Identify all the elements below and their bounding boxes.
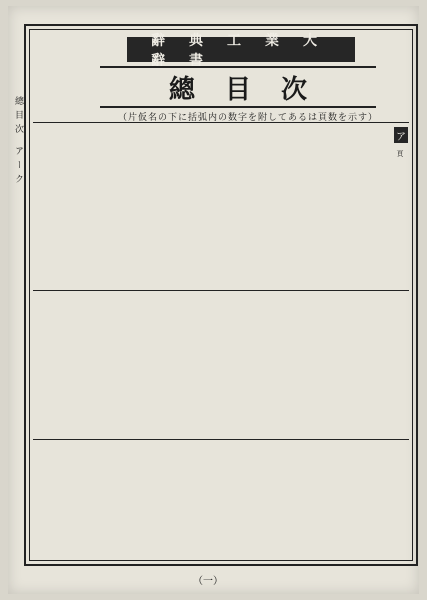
content-frame-inner	[29, 29, 413, 561]
series-banner: 辭典工業大辭書	[127, 37, 355, 62]
index-band-2	[33, 290, 409, 438]
content-frame	[24, 24, 418, 566]
entry-list-2	[37, 294, 387, 435]
page-title: 總目次	[168, 74, 337, 105]
entry-list-1	[37, 126, 387, 286]
entry-list-3	[37, 443, 387, 561]
title-box	[100, 66, 376, 108]
document-page	[8, 6, 419, 594]
section-mark: ア	[394, 127, 408, 143]
page-subtitle: （片仮名の下に括弧内の数字を附してあるは頁数を示す）	[118, 113, 379, 123]
running-head: 總目次 アーク	[13, 96, 23, 188]
section-note: 頁	[396, 150, 404, 157]
index-band-1	[33, 122, 409, 289]
index-band-3	[33, 439, 409, 564]
page-number: （一）	[193, 576, 223, 587]
